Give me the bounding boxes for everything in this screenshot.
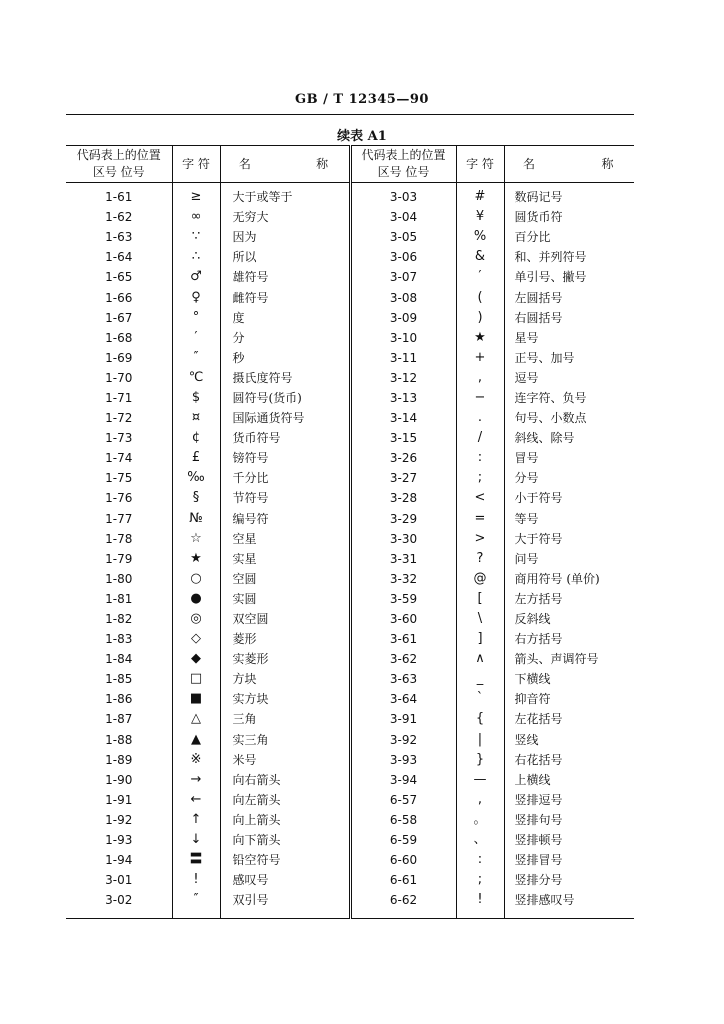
name-cell: 抑音符 (504, 689, 634, 709)
char-cell: = (456, 509, 504, 529)
char-cell: 。 (456, 810, 504, 830)
table-row (66, 388, 634, 408)
header-position-line2: 区号 位号 (92, 165, 145, 179)
table-row (66, 669, 634, 689)
char-cell: ℃ (172, 368, 220, 388)
table-row (66, 448, 634, 468)
code-cell: 3-61 (350, 629, 456, 649)
code-cell: 3-62 (350, 649, 456, 669)
char-cell: ♀ (172, 287, 220, 307)
char-cell: > (456, 529, 504, 549)
char-cell: ° (172, 308, 220, 328)
char-cell: @ (456, 569, 504, 589)
name-cell: 编号符 (220, 509, 350, 529)
char-cell: ★ (172, 549, 220, 569)
code-cell: 6-61 (350, 870, 456, 890)
char-cell: { (456, 709, 504, 729)
code-cell: 1-67 (105, 310, 133, 325)
char-cell: $ (172, 388, 220, 408)
table-row (66, 709, 634, 729)
code-cell: 3-32 (350, 569, 456, 589)
code-cell: 3-28 (350, 488, 456, 508)
code-cell: 3-60 (350, 609, 456, 629)
char-cell: ″ (172, 890, 220, 919)
code-cell: 1-92 (105, 812, 133, 827)
code-cell: 3-14 (350, 408, 456, 428)
table-row (66, 267, 634, 287)
name-cell: 空圆 (220, 569, 350, 589)
header-char-right (456, 146, 504, 183)
name-cell: 右圆括号 (504, 308, 634, 328)
char-cell: < (456, 488, 504, 508)
code-cell: 1-93 (105, 833, 133, 848)
code-cell: 3-07 (350, 267, 456, 287)
char-cell: ← (172, 790, 220, 810)
header-name-b: 称 (316, 156, 329, 171)
header-position-right (350, 146, 456, 183)
name-cell: 下横线 (504, 669, 634, 689)
header-name-a: 名 (522, 156, 535, 171)
code-table (66, 145, 634, 919)
char-cell: ∧ (456, 649, 504, 669)
char-cell: — (456, 770, 504, 790)
table-row (66, 649, 634, 669)
char-cell: : (456, 448, 504, 468)
name-cell: 分号 (504, 468, 634, 488)
document-header: GB / T 12345—90 (295, 92, 429, 107)
name-cell: 正号、加号 (504, 348, 634, 368)
name-cell: 百分比 (504, 227, 634, 247)
code-cell: 1-75 (105, 471, 133, 486)
name-cell: 商用符号 (单价) (504, 569, 634, 589)
code-cell: 3-59 (350, 589, 456, 609)
name-cell: 节符号 (220, 488, 350, 508)
code-cell: 3-02 (66, 890, 172, 919)
name-cell: 度 (220, 308, 350, 328)
header-name-left (220, 146, 350, 183)
code-cell: 1-84 (105, 652, 133, 667)
code-cell: 3-30 (350, 529, 456, 549)
code-cell: 3-94 (350, 770, 456, 790)
table-row (66, 850, 634, 870)
name-cell: 双引号 (220, 890, 350, 919)
table-row (66, 750, 634, 770)
code-cell: 1-87 (105, 712, 133, 727)
table-row (66, 348, 634, 368)
name-cell: 千分比 (220, 468, 350, 488)
table-row (66, 328, 634, 348)
code-cell: 1-64 (105, 250, 133, 265)
name-cell: 上横线 (504, 770, 634, 790)
char-cell: § (172, 488, 220, 508)
name-cell: 圆符号(货币) (220, 388, 350, 408)
name-cell: 镑符号 (220, 448, 350, 468)
name-cell: 无穷大 (220, 207, 350, 227)
header-name-right (504, 146, 634, 183)
code-cell: 3-05 (350, 227, 456, 247)
char-cell: ! (172, 870, 220, 890)
char-cell: ◎ (172, 609, 220, 629)
name-cell: 竖线 (504, 730, 634, 750)
char-cell: + (456, 348, 504, 368)
char-cell: ¤ (172, 408, 220, 428)
code-cell: 6-59 (350, 830, 456, 850)
name-cell: 圆货币符 (504, 207, 634, 227)
code-cell: 3-92 (350, 730, 456, 750)
name-cell: 雄符号 (220, 267, 350, 287)
char-cell: ) (456, 308, 504, 328)
code-cell: 1-65 (105, 270, 133, 285)
table-body (66, 183, 634, 919)
name-cell: 问号 (504, 549, 634, 569)
name-cell: 双空圆 (220, 609, 350, 629)
name-cell: 竖排逗号 (504, 790, 634, 810)
name-cell: 铅空符号 (220, 850, 350, 870)
name-cell: 空星 (220, 529, 350, 549)
name-cell: 实菱形 (220, 649, 350, 669)
code-cell: 3-11 (350, 348, 456, 368)
name-cell: 实圆 (220, 589, 350, 609)
char-cell: , (456, 790, 504, 810)
char-cell: : (456, 850, 504, 870)
char-cell: ∵ (172, 227, 220, 247)
header-position-line1: 代码表上的位置 (361, 148, 446, 162)
table-row (66, 488, 634, 508)
table-row (66, 408, 634, 428)
code-cell: 1-61 (105, 190, 133, 205)
name-cell: 国际通货符号 (220, 408, 350, 428)
name-cell: 三角 (220, 709, 350, 729)
char-cell: [ (456, 589, 504, 609)
name-cell: 竖排分号 (504, 870, 634, 890)
name-cell: 和、并列符号 (504, 247, 634, 267)
code-cell: 3-27 (350, 468, 456, 488)
code-cell: 3-31 (350, 549, 456, 569)
table-row (66, 247, 634, 267)
char-cell: ` (456, 689, 504, 709)
name-cell: 实三角 (220, 730, 350, 750)
char-cell: ※ (172, 750, 220, 770)
name-cell: 摄氏度符号 (220, 368, 350, 388)
code-cell: 1-81 (105, 591, 133, 606)
header-position-line2: 区号 位号 (377, 165, 430, 179)
name-cell: 左圆括号 (504, 287, 634, 307)
header-position-line1: 代码表上的位置 (76, 148, 161, 162)
char-cell: ↓ (172, 830, 220, 850)
code-cell: 3-15 (350, 428, 456, 448)
name-cell: 逗号 (504, 368, 634, 388)
code-cell: 6-58 (350, 810, 456, 830)
table-row (66, 509, 634, 529)
char-cell: , (456, 368, 504, 388)
char-cell: № (172, 509, 220, 529)
char-cell: → (172, 770, 220, 790)
table-row (66, 569, 634, 589)
table-row (66, 830, 634, 850)
table-row (66, 207, 634, 227)
name-cell: 向下箭头 (220, 830, 350, 850)
char-cell: . (456, 408, 504, 428)
char-cell: 、 (456, 830, 504, 850)
code-cell: 3-10 (350, 328, 456, 348)
char-cell: / (456, 428, 504, 448)
table-row (66, 308, 634, 328)
code-cell: 3-08 (350, 287, 456, 307)
table-row (66, 529, 634, 549)
name-cell: 冒号 (504, 448, 634, 468)
code-cell: 3-09 (350, 308, 456, 328)
name-cell: 米号 (220, 750, 350, 770)
code-cell: 1-70 (105, 370, 133, 385)
char-cell: ★ (456, 328, 504, 348)
header-char-label: 字 符 (182, 156, 210, 171)
code-cell: 1-69 (105, 350, 133, 365)
name-cell: 向左箭头 (220, 790, 350, 810)
name-cell: 方块 (220, 669, 350, 689)
table-row (66, 730, 634, 750)
name-cell: 等号 (504, 509, 634, 529)
code-cell: 6-60 (350, 850, 456, 870)
name-cell: 反斜线 (504, 609, 634, 629)
header-name-a: 名 (238, 156, 251, 171)
name-cell: 所以 (220, 247, 350, 267)
char-cell: # (456, 183, 504, 208)
name-cell: 左花括号 (504, 709, 634, 729)
header-position-left (66, 146, 172, 183)
code-cell: 1-91 (105, 792, 133, 807)
char-cell: ; (456, 870, 504, 890)
table-row (66, 428, 634, 448)
name-cell: 菱形 (220, 629, 350, 649)
char-cell: ∞ (172, 207, 220, 227)
name-cell: 数码记号 (504, 183, 634, 208)
table-row (66, 870, 634, 890)
name-cell: 斜线、除号 (504, 428, 634, 448)
name-cell: 秒 (220, 348, 350, 368)
table-row (66, 770, 634, 790)
char-cell: ☆ (172, 529, 220, 549)
table-row (66, 790, 634, 810)
char-cell: △ (172, 709, 220, 729)
code-cell: 3-63 (350, 669, 456, 689)
name-cell: 雌符号 (220, 287, 350, 307)
header-char-left (172, 146, 220, 183)
char-cell: | (456, 730, 504, 750)
name-cell: 实方块 (220, 689, 350, 709)
table-row (66, 810, 634, 830)
name-cell: 分 (220, 328, 350, 348)
name-cell: 连字符、负号 (504, 388, 634, 408)
code-cell: 1-78 (105, 531, 133, 546)
name-cell: 句号、小数点 (504, 408, 634, 428)
name-cell: 因为 (220, 227, 350, 247)
char-cell: ( (456, 287, 504, 307)
code-cell: 1-72 (105, 411, 133, 426)
name-cell: 向右箭头 (220, 770, 350, 790)
name-cell: 竖排顿号 (504, 830, 634, 850)
name-cell: 货币符号 (220, 428, 350, 448)
code-cell: 1-86 (105, 692, 133, 707)
char-cell: ′ (172, 328, 220, 348)
header-rule (66, 114, 634, 115)
code-cell: 1-85 (105, 672, 133, 687)
name-cell: 小于符号 (504, 488, 634, 508)
table-row (66, 629, 634, 649)
char-cell: ◇ (172, 629, 220, 649)
code-cell: 1-68 (105, 330, 133, 345)
code-cell: 3-26 (350, 448, 456, 468)
table-row (66, 227, 634, 247)
char-cell: ● (172, 589, 220, 609)
char-cell: ! (456, 890, 504, 919)
char-cell: ] (456, 629, 504, 649)
char-cell: ¥ (456, 207, 504, 227)
code-cell: 1-83 (105, 632, 133, 647)
char-cell: } (456, 750, 504, 770)
table-row (66, 890, 634, 919)
code-cell: 1-73 (105, 431, 133, 446)
char-cell: ≥ (172, 183, 220, 208)
char-cell: ↑ (172, 810, 220, 830)
char-cell: ♂ (172, 267, 220, 287)
code-cell: 3-91 (350, 709, 456, 729)
name-cell: 大于或等于 (220, 183, 350, 208)
table-row (66, 287, 634, 307)
char-cell: ■ (172, 689, 220, 709)
table-row (66, 689, 634, 709)
name-cell: 感叹号 (220, 870, 350, 890)
code-cell: 1-74 (105, 451, 133, 466)
code-cell: 1-79 (105, 551, 133, 566)
char-cell: ◆ (172, 649, 220, 669)
table-row (66, 183, 634, 208)
table-row (66, 609, 634, 629)
code-cell: 1-71 (105, 390, 133, 405)
table-row (66, 368, 634, 388)
code-cell: 1-94 (105, 853, 133, 868)
char-cell: ′ (456, 267, 504, 287)
char-cell: & (456, 247, 504, 267)
code-cell: 1-77 (105, 511, 133, 526)
code-cell: 3-64 (350, 689, 456, 709)
name-cell: 竖排冒号 (504, 850, 634, 870)
table-row (66, 589, 634, 609)
char-cell: _ (456, 669, 504, 689)
name-cell: 箭头、声调符号 (504, 649, 634, 669)
char-cell: □ (172, 669, 220, 689)
table-row (66, 549, 634, 569)
code-cell: 6-62 (350, 890, 456, 919)
code-cell: 1-63 (105, 230, 133, 245)
name-cell: 向上箭头 (220, 810, 350, 830)
code-cell: 1-80 (105, 571, 133, 586)
char-cell: 〓 (172, 850, 220, 870)
table-header (66, 146, 634, 183)
code-cell: 3-93 (350, 750, 456, 770)
char-cell: ¢ (172, 428, 220, 448)
char-cell: ▲ (172, 730, 220, 750)
code-cell: 1-76 (105, 491, 133, 506)
header-name-b: 称 (601, 156, 614, 171)
code-cell: 1-88 (105, 732, 133, 747)
char-cell: ∴ (172, 247, 220, 267)
code-cell: 1-90 (105, 772, 133, 787)
code-cell: 1-62 (105, 210, 133, 225)
char-cell: % (456, 227, 504, 247)
header-char-label: 字 符 (466, 156, 494, 171)
code-cell: 3-04 (350, 207, 456, 227)
code-cell: 3-29 (350, 509, 456, 529)
name-cell: 竖排句号 (504, 810, 634, 830)
name-cell: 右方括号 (504, 629, 634, 649)
table-caption: 续表 A1 (337, 129, 387, 144)
char-cell: ″ (172, 348, 220, 368)
code-cell: 3-03 (350, 183, 456, 208)
name-cell: 左方括号 (504, 589, 634, 609)
code-cell: 1-82 (105, 612, 133, 627)
code-cell: 3-12 (350, 368, 456, 388)
table-row (66, 468, 634, 488)
code-cell: 1-89 (105, 752, 133, 767)
char-cell: ; (456, 468, 504, 488)
char-cell: ○ (172, 569, 220, 589)
code-cell: 1-66 (105, 290, 133, 305)
code-cell: 6-57 (350, 790, 456, 810)
char-cell: \ (456, 609, 504, 629)
code-cell: 3-06 (350, 247, 456, 267)
name-cell: 实星 (220, 549, 350, 569)
name-cell: 单引号、撇号 (504, 267, 634, 287)
code-cell: 3-01 (105, 873, 133, 888)
name-cell: 星号 (504, 328, 634, 348)
name-cell: 竖排感叹号 (504, 890, 634, 919)
char-cell: ? (456, 549, 504, 569)
name-cell: 大于符号 (504, 529, 634, 549)
char-cell: ‰ (172, 468, 220, 488)
char-cell: £ (172, 448, 220, 468)
name-cell: 右花括号 (504, 750, 634, 770)
code-cell: 3-13 (350, 388, 456, 408)
char-cell: − (456, 388, 504, 408)
